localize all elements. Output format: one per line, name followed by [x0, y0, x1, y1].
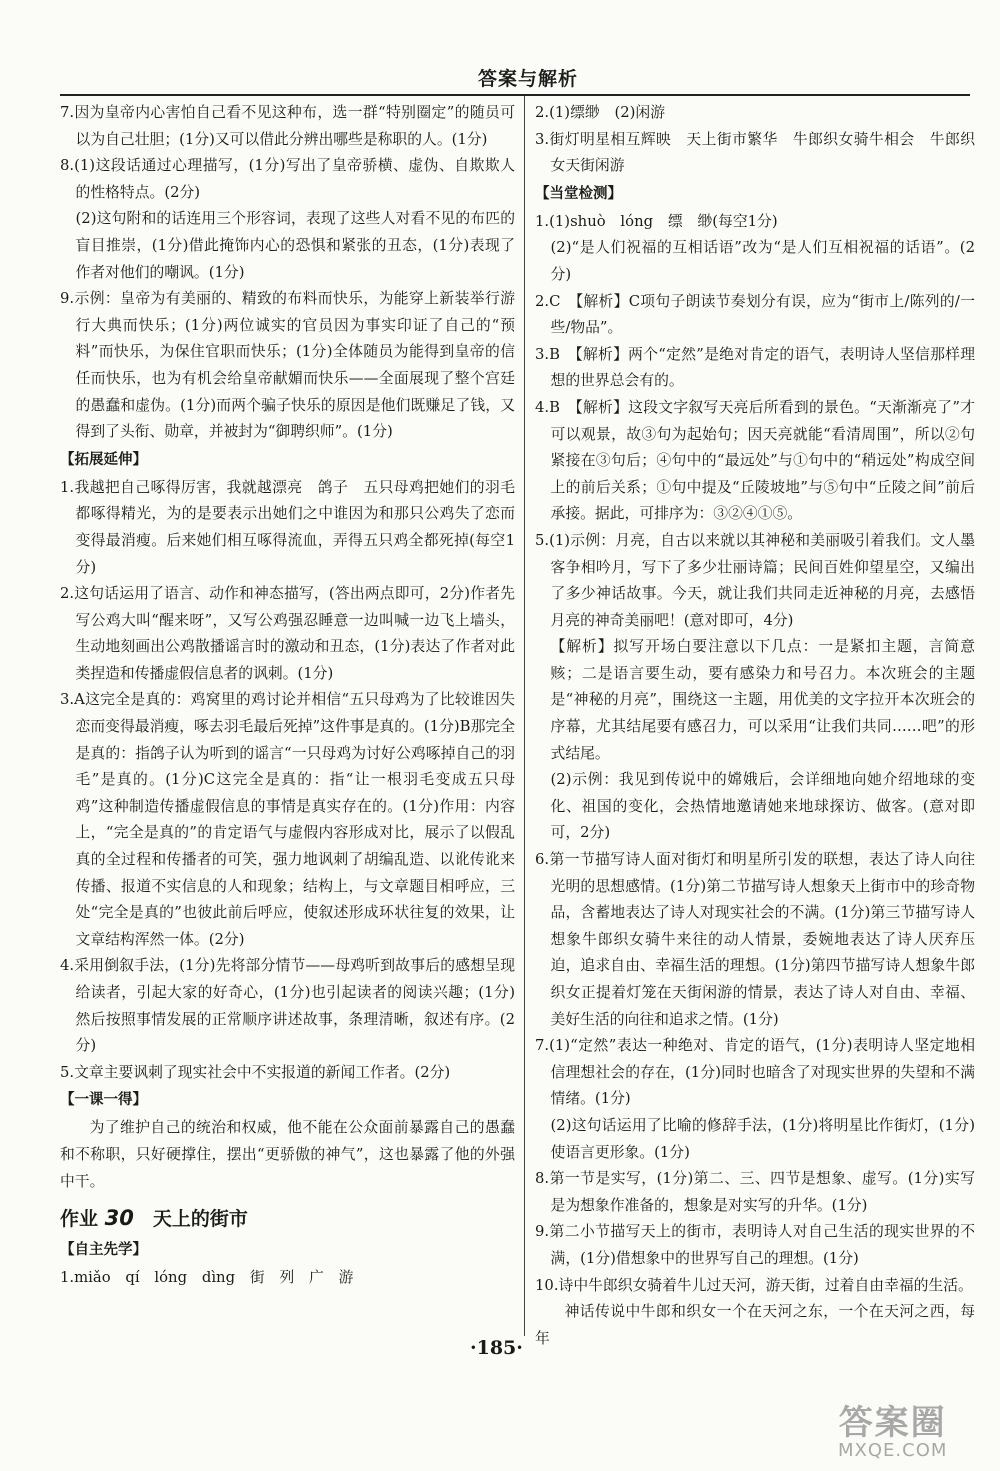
- watermark-url: MXQE.COM: [838, 1440, 948, 1461]
- answer-paragraph: 7.因为皇帝内心害怕自己看不见这种布，选一群“特别圈定”的随员可以为自己壮胆；(1分)又可以借此分辨出哪些是称职的人。(1分): [60, 104, 515, 148]
- answer-paragraph: (2)示例：我见到传说中的嫦娥后，会详细地向她介绍地球的变化、祖国的变化，会热情地邀请她来地球探访、做客。(意对即可，2分): [550, 771, 975, 842]
- section-heading: 【一课一得】: [60, 1092, 147, 1109]
- answer-paragraph: 神话传说中牛郎和织女一个在天河之东，一个在天河之西，每年: [535, 1303, 975, 1347]
- column-divider: [524, 96, 525, 1336]
- answer-paragraph: 4.B 【解析】这段文字叙写天亮后所看到的景色。“天渐渐亮了”才可以观景，故③句为起始句；因天亮就能“看清周围”，所以②句紧接在③句后；④句中的“最远处”与①句中的“稍远处”构成空间上的前后关系；①句中提及“丘陵坡地”与⑤句中“丘陵之间”前后承接。据此，可排序为：③②④①⑤。: [535, 398, 975, 523]
- answer-paragraph: 2.C 【解析】C项句子朗读节奏划分有误，应为“街市上/陈列的/一些/物品”。: [535, 292, 975, 337]
- watermark-logo: [838, 1395, 947, 1461]
- answer-paragraph: 1.(1)shuò lóng 缥 缈(每空1分): [535, 212, 778, 230]
- watermark-text: 答案圈: [838, 1403, 947, 1443]
- page-header: [60, 62, 970, 96]
- header-title: 答案与解析: [478, 68, 579, 90]
- right-column: [535, 100, 975, 1352]
- section-heading: 【当堂检测】: [535, 185, 622, 202]
- answer-paragraph: 8.第一节是实写，(1分)第二、三、四节是想象、虚写。(1分)实写是为想象作准备的，想象是对实写的升华。(1分): [535, 1170, 975, 1214]
- answer-paragraph: 3.街灯明星相互辉映 天上街市繁华 牛郎织女骑牛相会 牛郎织女天街闲游: [535, 130, 975, 175]
- answer-paragraph: 5.文章主要讽刺了现实社会中不实报道的新闻工作者。(2分): [60, 1063, 451, 1081]
- answer-paragraph: 6.第一节描写诗人面对街灯和明星所引发的联想，表达了诗人向往光明的思想感情。(1分)第二节描写诗人想象天上街市中的珍奇物品，含蓄地表达了诗人对现实社会的不满。(1分)第三节描写诗人想象牛郎织女骑牛来往的动人情景，委婉地表达了诗人厌弃压迫，追求自由、幸福生活的理想。(1分)第四节描写诗人想象牛郎织女正提着灯笼在天街闲游的情景，表达了诗人对自由、幸福、美好生活的向往和追求之情。(1分): [535, 851, 975, 1028]
- left-column: [60, 100, 515, 1292]
- answer-paragraph: 4.采用倒叙手法，(1分)先将部分情节——母鸡听到故事后的感想呈现给读者，引起大家的好奇心，(1分)也引起读者的阅读兴趣；(1分)然后按照事情发展的正常顺序讲述故事，条理清晰，叙述有序。(2分): [60, 957, 515, 1055]
- answer-paragraph: 7.(1)“定然”表达一种绝对、肯定的语气，(1分)表明诗人坚定地相信理想社会的存在，(1分)同时也暗含了对现实世界的失望和不满情绪。(1分): [535, 1037, 975, 1108]
- answer-paragraph: 2.这句话运用了语言、动作和神态描写，(答出两点即可，2分)作者先写公鸡大叫“醒来呀”，又写公鸡强忍睡意一边叫喊一边飞上墙头，生动地刻画出公鸡散播谣言时的激动和丑态，(1分)表达了作者对此类捏造和传播虚假信息者的讽刺。(1分): [60, 585, 515, 682]
- answer-paragraph: 8.(1)这段话通过心理描写，(1分)写出了皇帝骄横、虚伪、自欺欺人的性格特点。(2分): [60, 157, 515, 201]
- answer-paragraph: 【解析】拟写开场白要注意以下几点：一是紧扣主题，言简意赅；二是语言要生动，要有感染力和号召力。本次班会的主题是“神秘的月亮”，围绕这一主题，用优美的文字拉开本次班会的序幕，尤其结尾要有感召力，可以采用“让我们共同……吧”的形式结尾。: [550, 638, 975, 762]
- answer-paragraph: (2)这句话运用了比喻的修辞手法，(1分)将明星比作街灯，(1分)使语言更形象。(1分): [550, 1116, 975, 1161]
- section-heading: 【拓展延伸】: [60, 451, 147, 468]
- task-prefix: 作业: [60, 1208, 99, 1231]
- answer-paragraph: 10.诗中牛郎织女骑着牛儿过天河，游天街，过着自由幸福的生活。: [535, 1276, 973, 1294]
- answer-paragraph: 5.(1)示例：月亮，自古以来就以其神秘和美丽吸引着我们。文人墨客争相吟月，写下了多少壮丽诗篇；民间百姓仰望星空，又编出了多少神话故事。今天，就让我们共同走近神秘的月亮，去感悟月亮的神奇美丽吧！(意对即可，4分): [535, 531, 975, 629]
- page-number: ·185·: [470, 1337, 523, 1359]
- answer-paragraph: (2)“是人们祝福的互相话语”改为“是人们互相祝福的话语”。(2分): [550, 239, 975, 283]
- task-heading: [60, 1201, 515, 1236]
- task-number: 30: [104, 1206, 134, 1231]
- answer-paragraph: 2.(1)缥缈 (2)闲游: [535, 104, 666, 121]
- answer-paragraph: 为了维护自己的统治和权威，他不能在公众面前暴露自己的愚蠢和不称职，只好硬撑住，摆出“更骄傲的神气”，这也暴露了他的外强中干。: [60, 1119, 515, 1190]
- answer-paragraph: 3.B 【解析】两个“定然”是绝对肯定的语气，表明诗人坚信那样理想的世界总会有的。: [535, 345, 975, 390]
- answer-paragraph: 9.第二小节描写天上的街市，表明诗人对自己生活的现实世界的不满，(1分)借想象中的世界写自己的理想。(1分): [535, 1223, 975, 1267]
- task-title: 天上的街市: [152, 1208, 248, 1231]
- answer-paragraph: 3.A这完全是真的：鸡窝里的鸡讨论并相信“五只母鸡为了比较谁因失恋而变得最消瘦，啄去羽毛最后死掉”这件事是真的。(1分)B那完全是真的：指鸽子认为听到的谣言“一只母鸡为讨好公鸡啄掉自己的羽毛”是真的。(1分)C这完全是真的：指“让一根羽毛变成五只母鸡”这种制造传播虚假信息的事情是真实存在的。(1分)作用：内容上，“完全是真的”的肯定语气与虚假内容形成对比，展示了以假乱真的全过程和传播者的可笑，强力地讽刺了胡编乱造、以讹传讹来传播、报道不实信息的人和现象；结构上，与文章题目相呼应，三处“完全是真的”也彼此前后呼应，使叙述形成环状往复的效果，让文章结构浑然一体。(2分): [60, 691, 515, 948]
- answer-paragraph: (2)这句附和的话连用三个形容词，表现了这些人对看不见的布匹的盲目推崇，(1分)借此掩饰内心的恐惧和紧张的丑态，(1分)表现了作者对他们的嘲讽。(1分): [75, 210, 515, 281]
- answer-paragraph: 1.我越把自己啄得厉害，我就越漂亮 鸽子 五只母鸡把她们的羽毛都啄得精光，为的是要表示出她们之中谁因为和那只公鸡失了恋而变得最消瘦。后来她们相互啄得流血，弄得五只鸡全都死掉(每空1分): [60, 478, 515, 576]
- answer-paragraph: 1.miǎo qí lóng dìng 街 列 广 游: [60, 1269, 354, 1287]
- answer-paragraph: 9.示例：皇帝为有美丽的、精致的布料而快乐，为能穿上新装举行游行大典而快乐；(1分)两位诚实的官员因为事实印证了自己的“预料”而快乐，为保住官职而快乐；(1分)全体随员为能得到皇帝的信任而快乐，也为有机会给皇帝献媚而快乐——全面展现了整个宫廷的愚蠢和虚伪。(1分)而两个骗子快乐的原因是他们既赚足了钱，又得到了头衔、勋章，并被封为“御聘织师”。(1分): [60, 290, 515, 441]
- section-heading: 【自主先学】: [60, 1242, 147, 1259]
